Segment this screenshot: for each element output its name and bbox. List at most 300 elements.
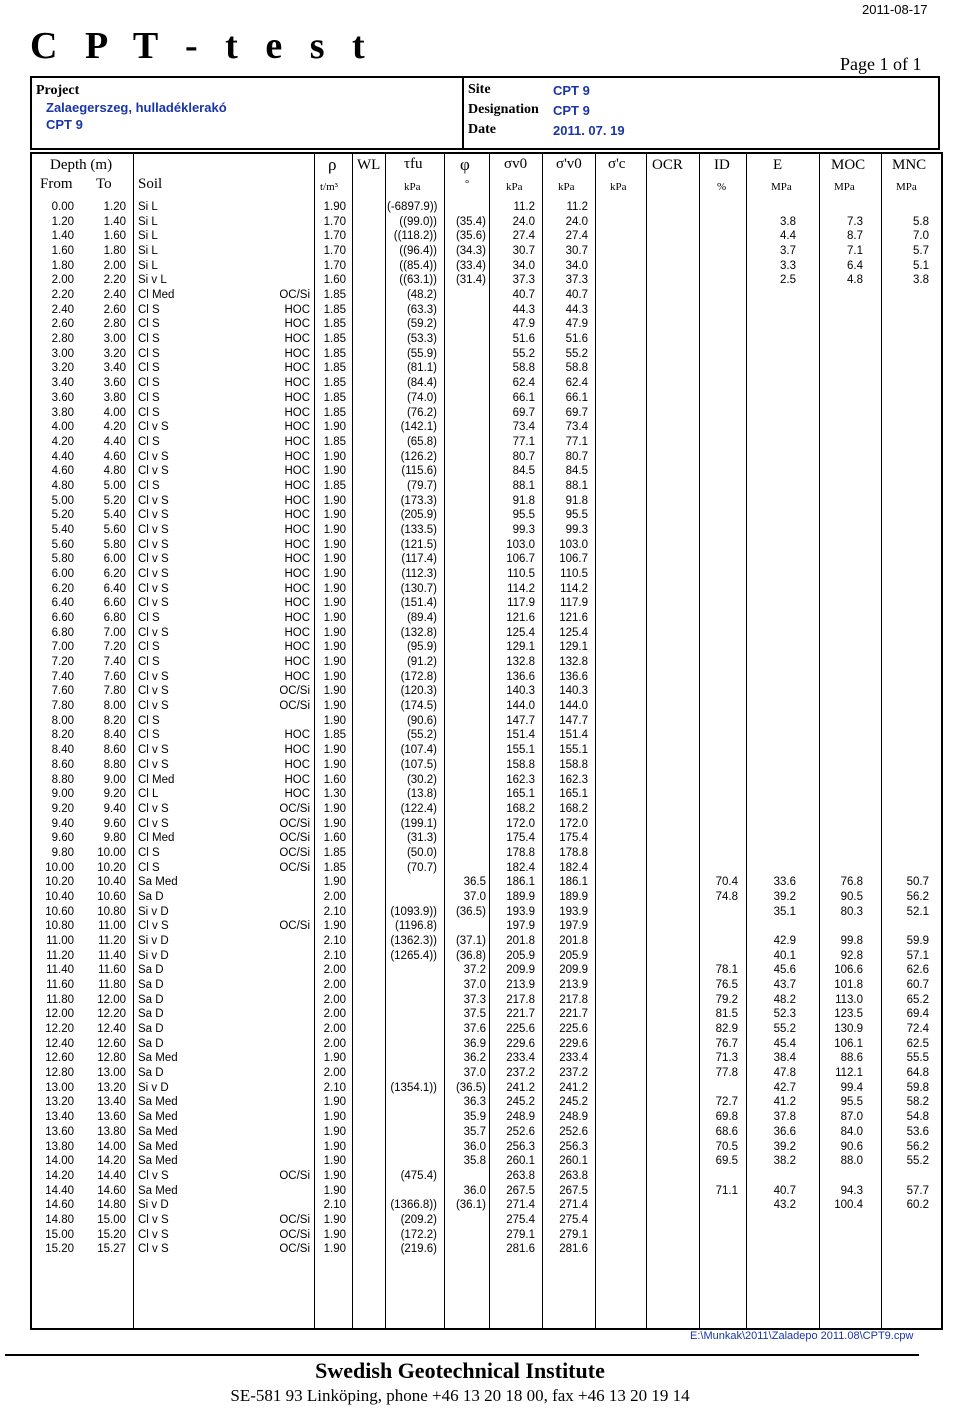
cell-to: 1.20 (103, 201, 126, 213)
cell-soil: Si L (138, 230, 158, 243)
cell-class: HOC (284, 406, 310, 419)
cell-effective-stress: 172.0 (559, 817, 588, 830)
cell-modulus-mnc: 59.9 (906, 935, 929, 947)
cell-density: 1.85 (323, 333, 346, 346)
cell-class: HOC (284, 479, 310, 492)
cell-modulus-mnc: 58.2 (906, 1096, 929, 1109)
table-row (32, 1125, 943, 1140)
cell-total-stress: 44.3 (512, 303, 535, 316)
cell-soil: Cl S (138, 377, 160, 390)
cell-to: 11.20 (98, 935, 126, 947)
cell-total-stress: 117.9 (507, 597, 535, 610)
cell-from: 11.00 (46, 935, 74, 947)
cell-effective-stress: 106.7 (559, 553, 588, 566)
cell-density: 2.00 (323, 1067, 346, 1080)
cell-density: 1.70 (323, 230, 346, 243)
cell-modulus-e: 40.7 (773, 1184, 796, 1197)
cell-class: HOC (284, 391, 310, 404)
cell-soil: Sa D (138, 979, 164, 992)
cell-effective-stress: 260.1 (559, 1155, 588, 1168)
table-row (32, 1095, 943, 1110)
cell-to: 12.20 (97, 1008, 126, 1021)
cell-soil: Sa D (138, 964, 164, 977)
cell-from: 8.60 (51, 758, 74, 771)
cell-total-stress: 125.4 (506, 626, 535, 639)
cell-from: 3.80 (51, 406, 74, 419)
cell-from: 13.60 (45, 1125, 74, 1138)
cell-shear-strength: (1354.1)) (390, 1081, 437, 1094)
cell-density: 1.90 (323, 1184, 346, 1197)
cell-total-stress: 256.3 (506, 1140, 535, 1153)
cell-modulus-e: 45.4 (773, 1037, 796, 1050)
cell-effective-stress: 140.3 (559, 685, 588, 698)
cell-total-stress: 182.4 (506, 861, 535, 874)
cell-from: 3.00 (51, 347, 74, 360)
cell-density: 1.90 (323, 597, 346, 610)
cell-total-stress: 201.8 (506, 935, 535, 947)
cell-density-index: 69.8 (715, 1111, 738, 1124)
cell-effective-stress: 147.7 (559, 714, 588, 727)
cell-effective-stress: 144.0 (559, 700, 588, 713)
cell-total-stress: 51.6 (512, 333, 535, 346)
cell-to: 9.80 (103, 832, 126, 845)
cell-effective-stress: 125.4 (559, 626, 588, 639)
cell-shear-strength: (81.1) (406, 362, 437, 375)
cell-soil: Cl Med (138, 832, 175, 845)
cell-shear-strength: (199.1) (400, 817, 437, 830)
cell-to: 14.20 (97, 1155, 126, 1168)
cell-to: 7.60 (103, 670, 126, 683)
cell-total-stress: 229.6 (506, 1037, 535, 1050)
cell-modulus-moc: 123.5 (834, 1008, 863, 1021)
cell-density: 1.90 (323, 685, 346, 698)
cell-density-index: 71.3 (715, 1052, 738, 1065)
cell-modulus-mnc: 50.7 (906, 876, 929, 889)
cell-modulus-moc: 88.6 (840, 1052, 863, 1065)
cell-shear-strength: (76.2) (406, 406, 437, 419)
cell-soil: Cl S (138, 714, 160, 727)
cell-shear-strength: (-6897.9)) (387, 201, 438, 213)
table-row (32, 406, 943, 421)
cell-modulus-mnc: 56.2 (906, 890, 929, 903)
cell-soil: Cl v S (138, 553, 169, 566)
table-row (32, 758, 943, 773)
cell-to: 9.00 (103, 773, 126, 786)
table-row (32, 479, 943, 494)
cell-total-stress: 91.8 (512, 494, 535, 507)
cell-effective-stress: 248.9 (559, 1111, 588, 1124)
cell-modulus-mnc: 62.5 (906, 1037, 929, 1050)
cell-to: 10.00 (97, 846, 126, 859)
cell-shear-strength: (122.4) (400, 802, 437, 815)
table-row (32, 229, 943, 244)
cell-from: 1.20 (51, 215, 74, 228)
cell-density: 1.90 (323, 509, 346, 522)
cell-soil: Cl S (138, 729, 160, 742)
table-row (32, 303, 943, 318)
cell-total-stress: 47.9 (512, 318, 535, 331)
cell-modulus-e: 52.3 (773, 1008, 796, 1021)
cell-from: 13.00 (45, 1081, 74, 1094)
table-row (32, 1066, 943, 1081)
cell-soil: Cl v S (138, 421, 169, 434)
cell-shear-strength: (31.3) (406, 832, 437, 845)
unit-friction-angle: ° (465, 178, 470, 190)
cell-effective-stress: 58.8 (565, 362, 588, 375)
table-row (32, 464, 943, 479)
cell-friction-angle: 36.3 (463, 1096, 486, 1109)
cell-soil: Cl S (138, 861, 160, 874)
cell-class: OC/Si (279, 700, 310, 713)
cell-shear-strength: (84.4) (406, 377, 437, 390)
cell-soil: Cl v S (138, 744, 169, 757)
cell-shear-strength: (70.7) (406, 861, 437, 874)
cell-density: 1.90 (323, 1140, 346, 1153)
cell-effective-stress: 213.9 (559, 979, 588, 992)
table-row (32, 420, 943, 435)
cell-soil: Cl Med (138, 773, 175, 786)
cell-to: 8.20 (103, 714, 126, 727)
cell-from: 2.00 (51, 274, 74, 287)
cell-modulus-moc: 112.1 (835, 1067, 863, 1080)
unit-preconsolidation: kPa (610, 181, 627, 193)
cell-soil: Cl S (138, 347, 160, 360)
cell-soil: Cl v S (138, 670, 169, 683)
cell-total-stress: 88.1 (512, 479, 535, 492)
table-row (32, 1007, 943, 1022)
cell-to: 3.60 (103, 377, 126, 390)
header-shear-strength: τfu (404, 156, 423, 172)
table-row (32, 787, 943, 802)
cell-total-stress: 260.1 (506, 1155, 535, 1168)
cell-density: 1.90 (323, 802, 346, 815)
cell-to: 9.60 (103, 817, 126, 830)
cell-total-stress: 281.6 (506, 1243, 535, 1256)
cell-shear-strength: (55.9) (406, 347, 437, 360)
cell-density: 1.90 (323, 1155, 346, 1168)
page-indicator: Page 1 of 1 (840, 54, 922, 74)
cell-modulus-mnc: 65.2 (906, 993, 929, 1006)
header-effective-stress: σ'v0 (556, 156, 582, 172)
cell-soil: Cl S (138, 846, 160, 859)
cell-shear-strength: (63.3) (406, 303, 437, 316)
cell-modulus-e: 42.7 (773, 1081, 796, 1094)
cell-friction-angle: 35.9 (463, 1111, 486, 1124)
cell-effective-stress: 55.2 (565, 347, 588, 360)
cell-total-stress: 237.2 (506, 1067, 535, 1080)
cell-to: 7.00 (103, 626, 126, 639)
cell-friction-angle: 37.0 (463, 890, 486, 903)
cell-soil: Cl S (138, 612, 160, 625)
cell-class: HOC (284, 362, 310, 375)
cell-class: HOC (284, 435, 310, 448)
table-row (32, 626, 943, 641)
cell-total-stress: 193.9 (506, 905, 535, 918)
cell-from: 3.60 (51, 391, 74, 404)
cell-friction-angle: 35.7 (463, 1125, 486, 1138)
cell-from: 9.20 (51, 802, 74, 815)
cell-density: 1.90 (323, 1125, 346, 1138)
cell-total-stress: 132.8 (506, 656, 535, 669)
cell-soil: Cl Med (138, 289, 175, 302)
table-row (32, 875, 943, 890)
cell-total-stress: 144.0 (506, 700, 535, 713)
cell-modulus-e: 42.9 (773, 935, 796, 947)
cell-effective-stress: 186.1 (559, 876, 588, 889)
cell-effective-stress: 279.1 (559, 1228, 588, 1241)
cell-soil: Cl S (138, 479, 160, 492)
cell-class: HOC (284, 744, 310, 757)
cell-effective-stress: 51.6 (565, 333, 588, 346)
cell-shear-strength: (209.2) (400, 1213, 437, 1226)
cell-total-stress: 129.1 (506, 641, 535, 654)
unit-density-index: % (717, 181, 727, 193)
cell-soil: Sa D (138, 1067, 164, 1080)
cell-from: 12.80 (45, 1067, 74, 1080)
cell-to: 5.20 (103, 494, 126, 507)
cell-from: 4.60 (51, 465, 74, 478)
cell-total-stress: 245.2 (506, 1096, 535, 1109)
cell-from: 4.00 (51, 421, 74, 434)
cell-soil: Sa Med (138, 876, 178, 889)
cell-modulus-moc: 84.0 (840, 1125, 863, 1138)
cell-from: 8.80 (51, 773, 74, 786)
header-density-index: ID (714, 157, 730, 173)
cell-modulus-e: 38.4 (773, 1052, 796, 1065)
cell-soil: Si v L (138, 274, 167, 287)
cell-modulus-moc: 95.5 (840, 1096, 863, 1109)
table-row (32, 244, 943, 259)
cell-class: HOC (284, 788, 310, 801)
cell-total-stress: 225.6 (506, 1023, 535, 1036)
header-to: To (96, 176, 112, 192)
cell-from: 12.60 (45, 1052, 74, 1065)
cell-effective-stress: 117.9 (560, 597, 588, 610)
unit-density: t/m³ (320, 181, 338, 193)
cell-shear-strength: (475.4) (400, 1169, 437, 1182)
table-row (32, 523, 943, 538)
cell-modulus-moc: 8.7 (847, 230, 863, 243)
cell-soil: Sa D (138, 1008, 164, 1021)
cell-density: 1.85 (323, 729, 346, 742)
cell-density-index: 78.1 (715, 964, 738, 977)
cell-to: 4.00 (103, 406, 126, 419)
cell-shear-strength: (1196.8) (395, 920, 437, 933)
cell-density-index: 79.2 (715, 993, 738, 1006)
table-row (32, 1198, 943, 1213)
table-row (32, 567, 943, 582)
cell-total-stress: 275.4 (506, 1213, 535, 1226)
cell-to: 12.80 (97, 1052, 126, 1065)
cell-shear-strength: (151.4) (400, 597, 437, 610)
table-row (32, 1184, 943, 1199)
cell-total-stress: 66.1 (512, 391, 535, 404)
cell-from: 5.40 (51, 523, 74, 536)
cell-to: 3.00 (103, 333, 126, 346)
cell-class: OC/Si (279, 817, 310, 830)
cell-density-index: 76.5 (715, 979, 738, 992)
cell-total-stress: 209.9 (506, 964, 535, 977)
cell-modulus-mnc: 54.8 (906, 1111, 929, 1124)
cell-modulus-mnc: 72.4 (906, 1023, 929, 1036)
cell-density: 1.85 (323, 479, 346, 492)
cell-class: OC/Si (279, 861, 310, 874)
cell-class: OC/Si (279, 846, 310, 859)
cell-modulus-mnc: 5.8 (913, 215, 929, 228)
table-row (32, 905, 943, 920)
cell-total-stress: 121.6 (506, 612, 535, 625)
cell-shear-strength: (130.7) (400, 582, 437, 595)
cell-from: 8.00 (51, 714, 74, 727)
cell-to: 9.20 (103, 788, 126, 801)
cell-modulus-e: 3.8 (780, 215, 796, 228)
cell-from: 10.80 (45, 920, 74, 933)
cell-class: HOC (284, 553, 310, 566)
cell-to: 4.40 (103, 435, 126, 448)
cell-effective-stress: 66.1 (565, 391, 588, 404)
cell-from: 12.40 (45, 1037, 74, 1050)
cell-density: 2.10 (323, 1081, 346, 1094)
cell-shear-strength: (1362.3)) (390, 935, 437, 947)
cell-total-stress: 271.4 (506, 1199, 535, 1212)
table-row (32, 435, 943, 450)
cell-class: HOC (284, 347, 310, 360)
table-row (32, 963, 943, 978)
cell-density: 2.10 (323, 935, 346, 947)
cell-modulus-mnc: 52.1 (906, 905, 929, 918)
cell-soil: Cl v S (138, 626, 169, 639)
cell-density: 1.85 (323, 318, 346, 331)
cell-density: 1.90 (323, 758, 346, 771)
cell-modulus-moc: 99.8 (840, 935, 863, 947)
site-value: CPT 9 (553, 83, 590, 98)
cell-total-stress: 106.7 (506, 553, 535, 566)
cell-density: 1.90 (323, 494, 346, 507)
header-preconsolidation: σ'c (608, 156, 626, 172)
cell-effective-stress: 189.9 (559, 890, 588, 903)
cell-density: 1.90 (323, 817, 346, 830)
cell-effective-stress: 178.8 (559, 846, 588, 859)
cell-class: HOC (284, 641, 310, 654)
cell-friction-angle: 36.2 (463, 1052, 486, 1065)
cell-from: 6.60 (51, 612, 74, 625)
cell-effective-stress: 110.5 (560, 568, 588, 580)
cell-soil: Si L (138, 245, 158, 258)
cell-modulus-mnc: 3.8 (913, 274, 929, 287)
cell-density: 1.60 (323, 274, 346, 287)
cell-shear-strength: (126.2) (400, 450, 437, 463)
table-row (32, 317, 943, 332)
cell-soil: Cl v S (138, 817, 169, 830)
cell-total-stress: 205.9 (506, 949, 535, 962)
cell-effective-stress: 91.8 (565, 494, 588, 507)
table-row (32, 361, 943, 376)
table-row (32, 640, 943, 655)
cell-to: 7.20 (103, 641, 126, 654)
cell-modulus-e: 43.2 (773, 1199, 796, 1212)
cell-from: 14.60 (45, 1199, 74, 1212)
cell-effective-stress: 24.0 (565, 215, 588, 228)
cell-shear-strength: ((85.4)) (399, 259, 437, 272)
cell-effective-stress: 252.6 (559, 1125, 588, 1138)
cell-class: HOC (284, 509, 310, 522)
cell-effective-stress: 37.3 (565, 274, 588, 287)
table-row (32, 1022, 943, 1037)
cell-from: 0.00 (51, 201, 74, 213)
cell-to: 1.80 (103, 245, 126, 258)
cell-soil: Si v D (138, 1199, 169, 1212)
cell-density-index: 69.5 (715, 1155, 738, 1168)
cell-from: 7.60 (51, 685, 74, 698)
project-sub: CPT 9 (46, 117, 83, 132)
cell-modulus-e: 38.2 (773, 1155, 796, 1168)
cell-class: OC/Si (279, 802, 310, 815)
cell-to: 6.40 (103, 582, 126, 595)
cell-to: 12.00 (97, 993, 126, 1006)
table-row (32, 890, 943, 905)
cell-density: 1.85 (323, 362, 346, 375)
table-row (32, 817, 943, 832)
cell-density: 1.85 (323, 289, 346, 302)
cell-to: 3.40 (103, 362, 126, 375)
cell-friction-angle: (36.1) (455, 1199, 486, 1212)
cell-modulus-mnc: 5.7 (913, 245, 929, 258)
unit-effective-stress: kPa (558, 181, 575, 193)
cell-total-stress: 233.4 (506, 1052, 535, 1065)
cell-shear-strength: (115.6) (401, 465, 437, 478)
cell-density: 1.90 (323, 744, 346, 757)
cell-density-index: 70.4 (715, 876, 738, 889)
cell-effective-stress: 245.2 (559, 1096, 588, 1109)
cell-shear-strength: (53.3) (406, 333, 437, 346)
table-row (32, 1081, 943, 1096)
cell-density: 1.90 (323, 920, 346, 933)
cell-density: 1.85 (323, 846, 346, 859)
cell-soil: Cl v S (138, 758, 169, 771)
cell-from: 5.60 (51, 538, 74, 551)
cell-modulus-mnc: 60.7 (906, 979, 929, 992)
cell-shear-strength: (65.8) (406, 435, 437, 448)
cell-to: 5.00 (103, 479, 126, 492)
cell-density: 2.10 (323, 905, 346, 918)
cell-shear-strength: (219.6) (400, 1243, 437, 1256)
cell-total-stress: 58.8 (512, 362, 535, 375)
table-row (32, 684, 943, 699)
cell-shear-strength: (90.6) (406, 714, 437, 727)
cell-density-index: 68.6 (715, 1125, 738, 1138)
unit-shear-strength: kPa (404, 181, 421, 193)
cell-effective-stress: 275.4 (559, 1213, 588, 1226)
cell-modulus-mnc: 56.2 (906, 1140, 929, 1153)
cell-soil: Sa D (138, 1023, 164, 1036)
cell-soil: Cl v S (138, 1243, 169, 1256)
cell-to: 5.40 (103, 509, 126, 522)
cell-effective-stress: 80.7 (565, 450, 588, 463)
header-total-stress: σv0 (504, 156, 528, 172)
cell-density: 1.90 (323, 1228, 346, 1241)
organization-name: Swedish Geotechnical Institute (315, 1358, 605, 1383)
cell-effective-stress: 162.3 (559, 773, 588, 786)
cell-shear-strength: (172.8) (400, 670, 437, 683)
cell-total-stress: 37.3 (512, 274, 535, 287)
table-row (32, 655, 943, 670)
cell-density: 2.00 (323, 1008, 346, 1021)
cell-effective-stress: 121.6 (559, 612, 588, 625)
cell-friction-angle: 37.0 (463, 1067, 486, 1080)
cell-to: 4.60 (103, 450, 126, 463)
cell-from: 6.00 (51, 568, 74, 580)
cell-total-stress: 158.8 (506, 758, 535, 771)
